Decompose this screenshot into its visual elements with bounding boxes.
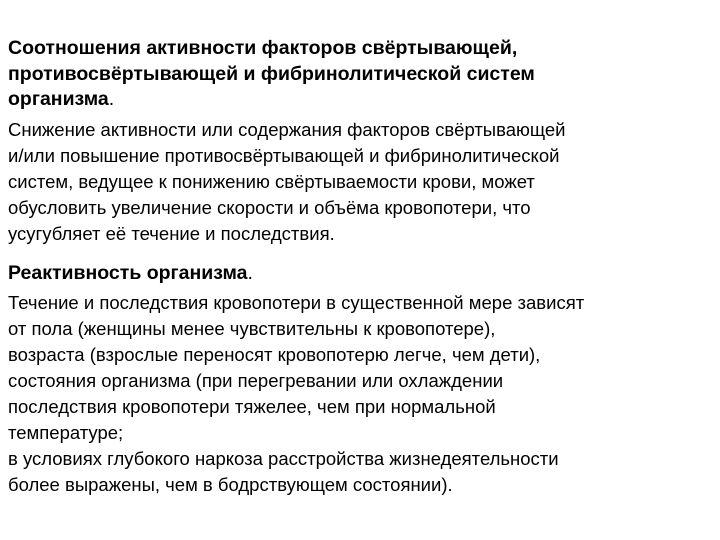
paragraph-line: возраста (взрослые переносят кровопотерю легче, чем дети), — [8, 344, 541, 365]
paragraph-line: Течение и последствия кровопотери в существенной мере зависят — [8, 292, 585, 313]
heading-line: Соотношения активности факторов свёртывающей, — [8, 37, 518, 59]
section-paragraph-reactivity — [8, 290, 714, 498]
paragraph-line: последствия кровопотери тяжелее, чем при нормальной — [8, 396, 496, 417]
slide-content — [8, 36, 714, 498]
paragraph-line: и/или повышение противосвёртывающей и фибринолитической — [8, 144, 560, 166]
heading-line-text: Реактивность организма — [8, 261, 248, 284]
heading-line — [8, 87, 714, 113]
heading-line-text: организма — [8, 88, 109, 110]
section-paragraph-coagulation — [8, 117, 714, 247]
heading-line: противосвёртывающей и фибринолитической систем — [8, 62, 535, 85]
paragraph-line: состояния организма (при перегревании или охлаждении — [8, 370, 504, 391]
heading-period: . — [108, 88, 115, 110]
paragraph-line: систем, ведущее к понижению свёртываемости крови, может — [8, 170, 535, 192]
paragraph-line: в условиях глубокого наркоза расстройства жизнедеятельности — [8, 448, 559, 469]
section-heading-coagulation — [8, 36, 714, 113]
paragraph-line: обусловить увеличение скорости и объёма кровопотери, что — [8, 196, 531, 218]
heading-line — [8, 261, 714, 287]
section-heading-reactivity — [8, 261, 714, 287]
paragraph-line: усугубляет её течение и последствия. — [8, 222, 335, 244]
paragraph-line: от пола (женщины менее чувствительны к кровопотере), — [8, 318, 496, 339]
heading-period: . — [247, 261, 253, 284]
paragraph-line: более выражены, чем в бодрствующем состоянии). — [8, 474, 453, 495]
paragraph-line: Снижение активности или содержания факторов свёртывающей — [8, 118, 566, 140]
paragraph-line: температуре; — [8, 422, 124, 443]
